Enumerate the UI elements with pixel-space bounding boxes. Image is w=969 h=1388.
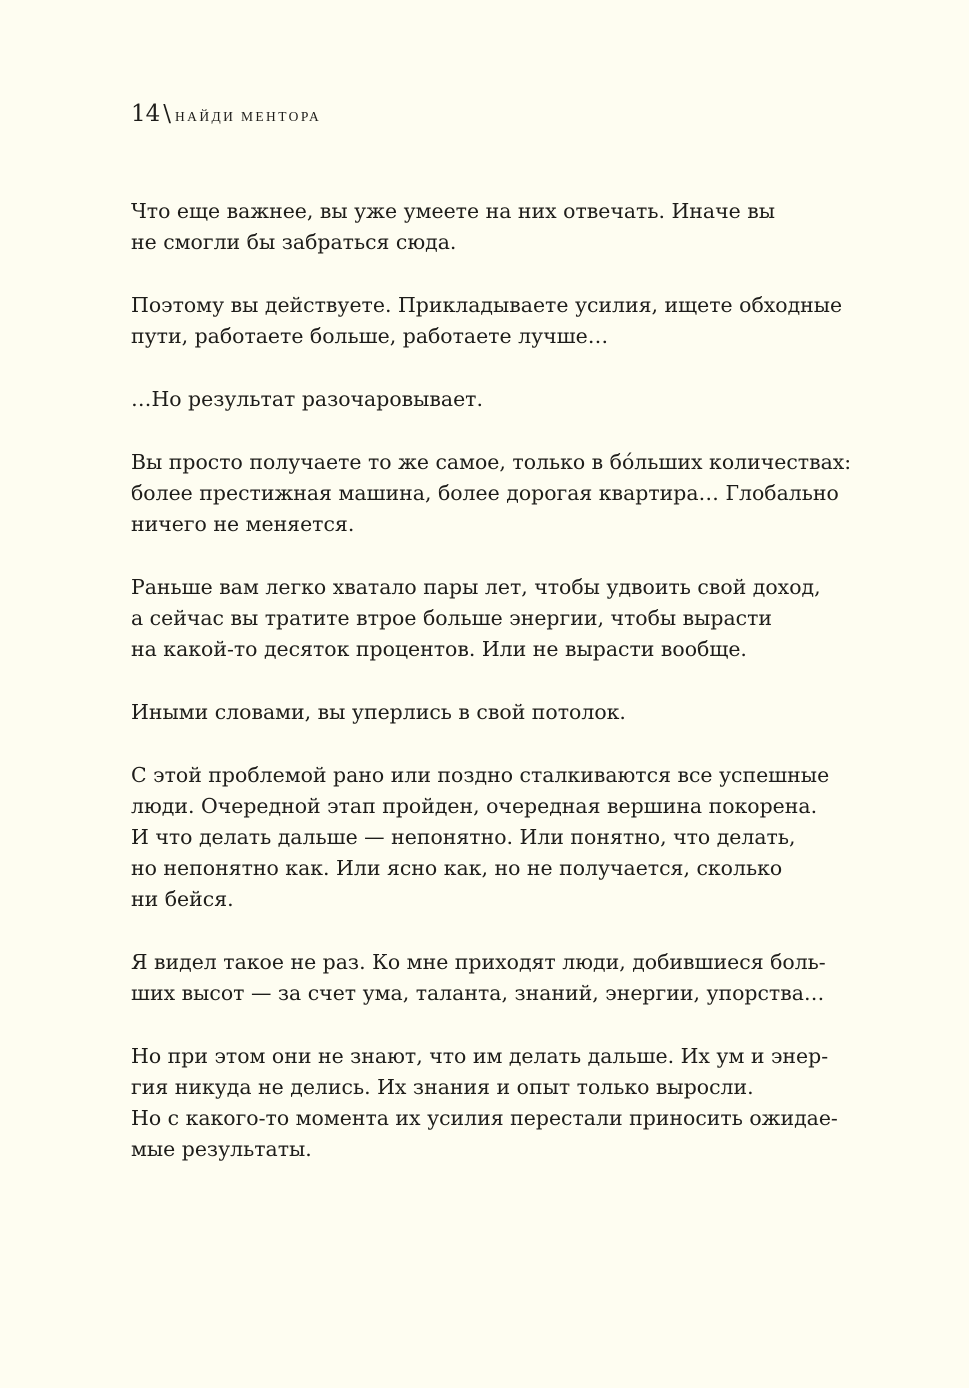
text-line: ничего не меняется. bbox=[131, 512, 355, 536]
text-line: Но с какого-то момента их усилия перестали приносить ожидае- bbox=[131, 1106, 838, 1130]
page-number: 14 bbox=[131, 101, 161, 127]
body-text bbox=[131, 196, 851, 1197]
text-line: Иными словами, вы уперлись в свой потолок. bbox=[131, 700, 626, 724]
text-line: Поэтому вы действуете. Прикладываете усилия, ищете обходные bbox=[131, 293, 843, 317]
text-line: ших высот — за счет ума, таланта, знаний, энергии, упорства… bbox=[131, 981, 825, 1005]
text-line: Вы просто получаете то же самое, только в бóльших количествах: bbox=[131, 450, 852, 474]
text-line: мые результаты. bbox=[131, 1137, 312, 1161]
text-line: пути, работаете больше, работаете лучше… bbox=[131, 324, 609, 348]
text-line: гия никуда не делись. Их знания и опыт только выросли. bbox=[131, 1075, 754, 1099]
text-line: С этой проблемой рано или поздно сталкиваются все успешные bbox=[131, 763, 830, 787]
paragraph bbox=[131, 447, 851, 540]
text-line: не смогли бы забраться сюда. bbox=[131, 230, 457, 254]
text-line: Я видел такое не раз. Ко мне приходят люди, добившиеся боль- bbox=[131, 950, 826, 974]
text-line: ни бейся. bbox=[131, 887, 234, 911]
header-separator: \ bbox=[163, 101, 172, 127]
running-header-title: НАЙДИ МЕНТОРА bbox=[175, 109, 322, 124]
paragraph bbox=[131, 947, 851, 1009]
text-line: …Но результат разочаровывает. bbox=[131, 387, 483, 411]
text-line: Раньше вам легко хватало пары лет, чтобы удвоить свой доход, bbox=[131, 575, 821, 599]
text-line: на какой-то десяток процентов. Или не вырасти вообще. bbox=[131, 637, 747, 661]
text-line: а сейчас вы тратите втрое больше энергии, чтобы вырасти bbox=[131, 606, 773, 630]
paragraph bbox=[131, 572, 851, 665]
text-line: но непонятно как. Или ясно как, но не получается, сколько bbox=[131, 856, 783, 880]
paragraph bbox=[131, 196, 851, 258]
paragraph bbox=[131, 760, 851, 915]
paragraph bbox=[131, 290, 851, 352]
paragraph bbox=[131, 1041, 851, 1165]
text-line: И что делать дальше — непонятно. Или понятно, что делать, bbox=[131, 825, 796, 849]
running-header bbox=[131, 101, 321, 127]
text-line: Но при этом они не знают, что им делать дальше. Их ум и энер- bbox=[131, 1044, 829, 1068]
text-line: люди. Очередной этап пройден, очередная вершина покорена. bbox=[131, 794, 818, 818]
paragraph bbox=[131, 384, 851, 415]
paragraph bbox=[131, 697, 851, 728]
text-line: Что еще важнее, вы уже умеете на них отвечать. Иначе вы bbox=[131, 199, 775, 223]
text-line: более престижная машина, более дорогая квартира… Глобально bbox=[131, 481, 839, 505]
